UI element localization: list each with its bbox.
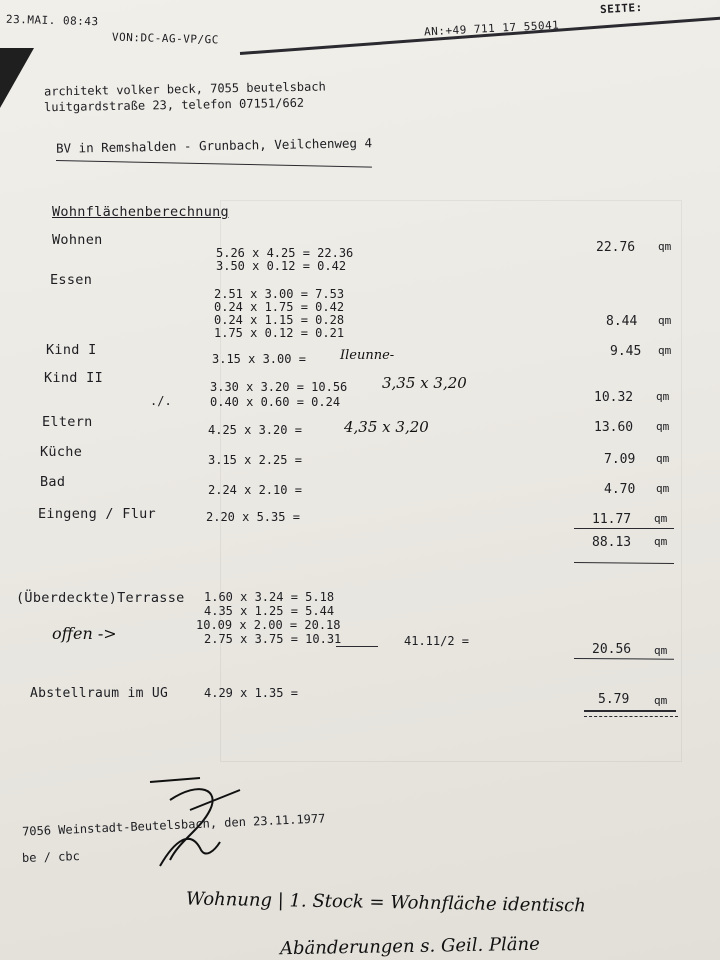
calc-line: 2.51 x 3.00 = 7.53 <box>214 287 345 301</box>
storage-double-underline-2 <box>584 716 678 717</box>
storage-result: 5.79 <box>598 692 630 707</box>
calc-line: 5.26 x 4.25 = 22.36 <box>216 246 354 260</box>
calc-line: 3.15 x 3.00 = <box>212 352 306 366</box>
fax-from: VON:DC-AG-VP/GC <box>111 30 219 47</box>
room-label-bad: Bad <box>40 474 66 490</box>
calc-line: 0.40 x 0.60 = 0.24 <box>210 395 341 409</box>
unit-label: qm <box>656 452 670 465</box>
calc-line: 4.35 x 1.25 = 5.44 <box>204 604 335 618</box>
terrace-half: 41.11/2 = <box>404 634 470 648</box>
calc-line: 1.75 x 0.12 = 0.21 <box>214 326 345 340</box>
fax-page-label: SEITE: <box>599 0 644 17</box>
storage-double-underline <box>584 710 676 712</box>
unit-label: qm <box>654 535 668 548</box>
unit-label: qm <box>658 240 672 253</box>
handwritten-note-1: Wohnung | 1. Stock = Wohnfläche identisch <box>185 888 586 917</box>
unit-label: qm <box>656 420 670 433</box>
calc-line: 0.24 x 1.75 = 0.42 <box>214 300 345 314</box>
calc-line: 1.60 x 3.24 = 5.18 <box>204 590 335 604</box>
calc-line: 10.09 x 2.00 = 20.18 <box>196 618 341 632</box>
room-result-kind1: 9.45 <box>610 344 642 359</box>
project-title: BV in Remshalden - Grunbach, Veilchenweg 4 <box>55 135 373 156</box>
letterhead-line1: architekt volker beck, 7055 beutelsbach <box>43 79 326 99</box>
paper-shadow <box>0 48 34 108</box>
handwritten-eltern-note: 4,35 x 3,20 <box>344 418 429 436</box>
room-label-wohnen: Wohnen <box>52 232 103 248</box>
room-label-kueche: Küche <box>40 444 83 460</box>
unit-label: qm <box>656 482 670 495</box>
room-label-kind2: Kind II <box>44 370 103 386</box>
calc-line: 2.75 x 3.75 = 10.31 <box>204 632 342 646</box>
unit-label: qm <box>654 644 668 657</box>
fax-date-time: 23.MAI. 08:43 <box>5 12 99 29</box>
calc-line: 4.25 x 3.20 = <box>208 423 302 437</box>
handwritten-offen: offen -> <box>52 624 117 643</box>
room-label-kind1: Kind I <box>46 342 97 358</box>
room-result-flur: 11.77 <box>592 512 632 527</box>
room-result-essen: 8.44 <box>606 314 638 329</box>
calc-line: 2.24 x 2.10 = <box>208 483 302 497</box>
room-result-kind2: 10.32 <box>594 390 634 405</box>
total-value: 88.13 <box>592 535 632 550</box>
terrace-subtotal-rule <box>336 646 378 647</box>
storage-label: Abstellraum im UG <box>30 686 169 701</box>
calc-line: 3.50 x 0.12 = 0.42 <box>216 259 347 273</box>
unit-label: qm <box>656 390 670 403</box>
fax-to: AN:+49 711 17 55041 <box>423 18 560 39</box>
handwritten-kind1-note: Ileunne- <box>340 348 395 363</box>
handwritten-kind2-note: 3,35 x 3,20 <box>382 374 467 392</box>
calc-heading: Wohnflächenberechnung <box>52 204 229 220</box>
fax-header-rule <box>240 15 720 55</box>
project-underline <box>56 160 372 168</box>
minus-marker: ./. <box>150 394 172 408</box>
calc-line: 2.20 x 5.35 = <box>206 510 300 524</box>
footer-initials: be / cbc <box>21 848 81 866</box>
unit-label: qm <box>658 314 672 327</box>
faint-floorplan <box>220 200 682 762</box>
terrace-result: 20.56 <box>592 642 632 657</box>
footer-place-date: 7056 Weinstadt-Beutelsbach, den 23.11.1977 <box>21 811 326 839</box>
room-result-kueche: 7.09 <box>604 452 636 467</box>
room-label-flur: Eingeng / Flur <box>38 506 156 522</box>
calc-line: 3.15 x 2.25 = <box>208 453 302 467</box>
calc-line: 0.24 x 1.15 = 0.28 <box>214 313 345 327</box>
letterhead-line2: luitgardstraße 23, telefon 07151/662 <box>43 95 305 115</box>
unit-label: qm <box>654 512 668 525</box>
room-label-essen: Essen <box>50 272 93 288</box>
room-result-eltern: 13.60 <box>594 420 634 435</box>
room-result-bad: 4.70 <box>604 482 636 497</box>
unit-label: qm <box>654 694 668 707</box>
calc-line: 3.30 x 3.20 = 10.56 <box>210 380 348 394</box>
sum-rule <box>574 528 674 529</box>
calc-line: 4.29 x 1.35 = <box>204 686 298 700</box>
terrace-label: (Überdeckte)Terrasse <box>16 590 185 606</box>
unit-label: qm <box>658 344 672 357</box>
room-label-eltern: Eltern <box>42 414 93 430</box>
handwritten-note-2: Abänderungen s. Geil. Pläne <box>279 933 540 960</box>
room-result-wohnen: 22.76 <box>596 240 636 255</box>
